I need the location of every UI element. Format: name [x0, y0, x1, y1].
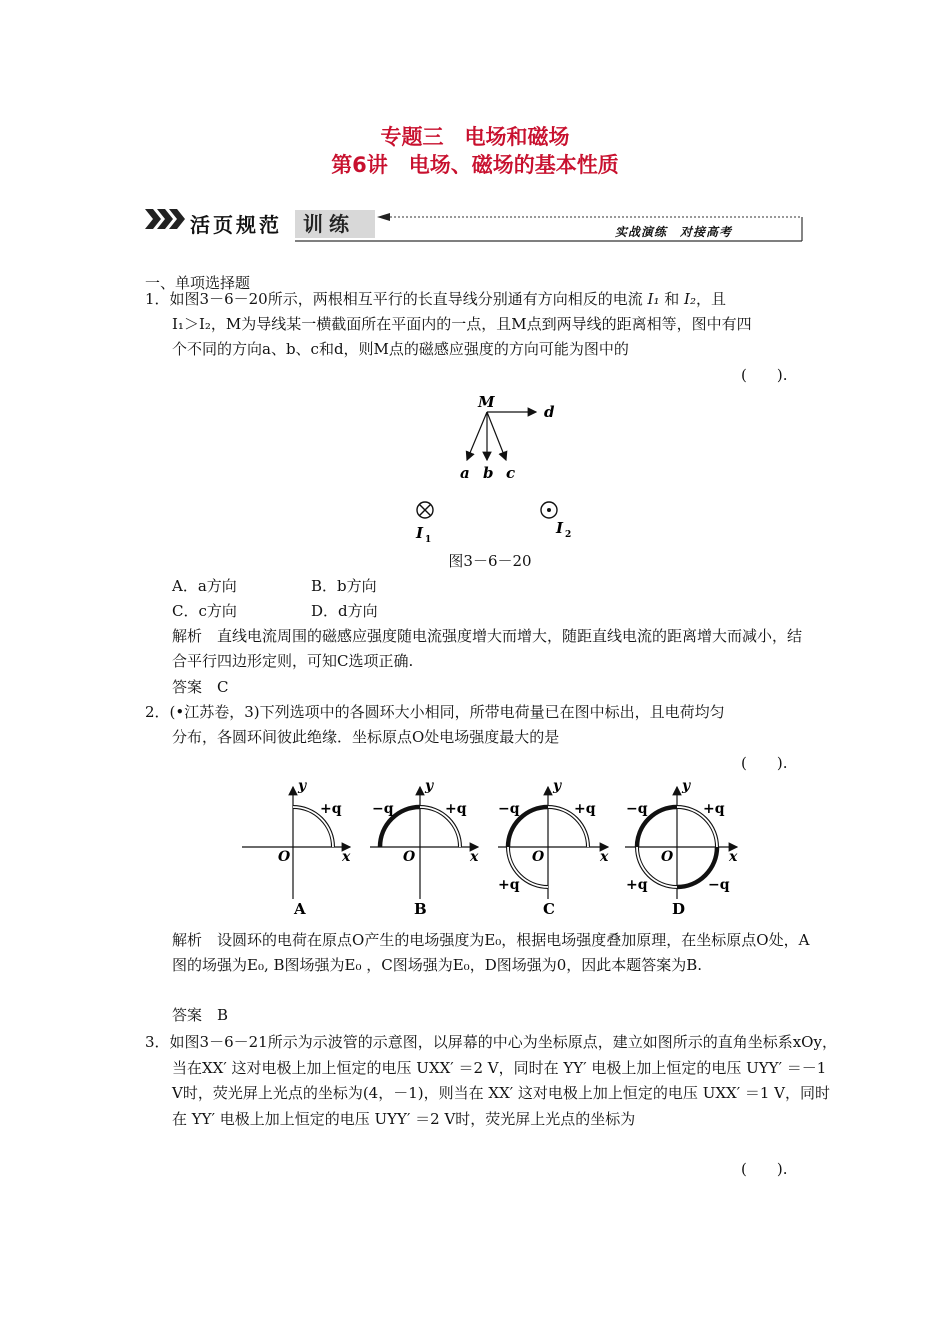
q1-current-i2: I₂: [684, 290, 696, 308]
svg-text:O: O: [532, 849, 545, 865]
q2-answer-label: 答案: [172, 1006, 203, 1024]
svg-text:y: y: [553, 778, 562, 794]
q2-answer-paren: ( ).: [741, 754, 788, 772]
q1-line1: [145, 287, 726, 311]
svg-text:O: O: [403, 849, 416, 865]
q1-answer-label: 答案: [172, 678, 203, 696]
exercise-banner: [145, 205, 805, 245]
q2-figure: [240, 777, 750, 922]
q2-line1: 2．(•江苏卷，3)下列选项中的各圆环大小相同，所带电荷量已在图中标出，且电荷均匀: [145, 703, 725, 721]
q1-analysis-label: 解析: [172, 627, 203, 645]
chevron-icon: [145, 209, 185, 229]
label-B: B: [414, 900, 427, 918]
q1-and: 和: [664, 290, 680, 308]
q1-option-a: A．a方向: [172, 577, 237, 595]
banner-slogan: 实战演练 对接高考: [615, 225, 733, 239]
label-d: d: [544, 403, 555, 421]
label-I1: I: [416, 524, 424, 542]
q1-answer: [172, 675, 229, 699]
q1-option-d: D．d方向: [311, 602, 378, 620]
label-A: A: [294, 900, 306, 918]
q1-figure-caption: 图3－6－20: [448, 552, 532, 570]
q2-line2: 分布，各圆环间彼此绝缘．坐标原点O处电场强度最大的是: [172, 728, 560, 746]
q1-line1-text: 1．如图3－6－20所示，两根相互平行的长直导线分别通有方向相反的电流: [145, 290, 643, 308]
current-out-of-page-icon: [541, 502, 557, 518]
q1-analysis: [172, 624, 812, 673]
svg-text:y: y: [298, 778, 307, 794]
q1-line2: I₁＞I₂，M为导线某一横截面所在平面内的一点，且M点到两导线的距离相等，图中有四: [172, 315, 752, 333]
q1-option-b: B．b方向: [311, 577, 377, 595]
label-I1-sub: 1: [425, 535, 432, 545]
svg-text:y: y: [425, 778, 434, 794]
page-title: 专题三 电场和磁场: [380, 125, 570, 149]
q2-answer: [172, 1003, 228, 1027]
q2-analysis: [172, 928, 812, 977]
svg-text:+q: +q: [626, 877, 648, 893]
svg-text:x: x: [342, 849, 351, 865]
svg-text:+q: +q: [445, 801, 467, 817]
svg-text:O: O: [661, 849, 674, 865]
banner-box-title: 训练: [303, 212, 355, 236]
label-C: C: [543, 900, 555, 918]
svg-text:x: x: [470, 849, 479, 865]
svg-text:+q: +q: [320, 801, 342, 817]
svg-text:+q: +q: [574, 801, 596, 817]
current-into-page-icon: [417, 502, 433, 518]
q1-option-c: C．c方向: [172, 602, 237, 620]
q1-qie: ，且: [696, 290, 727, 308]
label-b: b: [483, 464, 494, 482]
q2-analysis-label: 解析: [172, 931, 203, 949]
arrow-a: [467, 412, 487, 460]
label-D: D: [672, 900, 686, 918]
banner-title: 活页规范: [190, 213, 282, 237]
ring-panel-d: [625, 778, 738, 918]
ring-panel-a: [242, 778, 351, 918]
q2-analysis-text: 设圆环的电荷在原点O产生的电场强度为E₀，根据电场强度叠加原理，在坐标原点O处，A图的场强为E₀, B图场强为E₀ ，C图场强为E₀，D图场强为0，因此本题答案为B.: [172, 931, 810, 974]
q1-current-i1: I₁: [647, 290, 660, 308]
q3-text: 3．如图3－6－21所示为示波管的示意图，以屏幕的中心为坐标原点，建立如图所示的直角坐标系xOy，当在XX′ 这对电极上加上恒定的电压 UXX′ ＝2 V，同时在 YY′ 电极上加上恒定的电压 UYY′ ＝－1 V时，荧光屏上光点的坐标为(4，－1)，则当在 XX′ 这对电极上加上恒定的电压 UXX′ ＝1 V，同时在 YY′ 电极上加上恒定的电压 UYY′ ＝2 V时，荧光屏上光点的坐标为: [145, 1033, 837, 1128]
svg-text:−q: −q: [626, 801, 648, 817]
label-c: c: [506, 464, 516, 482]
svg-text:O: O: [278, 849, 291, 865]
svg-text:y: y: [682, 778, 691, 794]
q1-figure: [400, 385, 600, 550]
q2-answer-value: B: [217, 1006, 229, 1024]
ring-panel-b: [370, 778, 479, 918]
label-I2: I: [556, 519, 564, 537]
svg-text:+q: +q: [498, 877, 520, 893]
label-I2-sub: 2: [565, 530, 572, 540]
q3-answer-paren: ( ).: [741, 1160, 788, 1178]
q1-analysis-text: 直线电流周围的磁感应强度随电流强度增大而增大，随距直线电流的距离增大而减小，结合平行四边形定则，可知C选项正确.: [172, 627, 803, 670]
ring-panel-c: [498, 778, 609, 918]
label-a: a: [460, 464, 470, 482]
q1-answer-paren: ( ).: [741, 366, 788, 384]
q1-answer-value: C: [217, 678, 229, 696]
svg-text:−q: −q: [372, 801, 394, 817]
svg-text:−q: −q: [498, 801, 520, 817]
svg-text:+q: +q: [703, 801, 725, 817]
arrow-c: [487, 412, 506, 460]
page-subtitle: 第6讲 电场、磁场的基本性质: [331, 153, 619, 177]
svg-text:x: x: [729, 849, 738, 865]
svg-text:−q: −q: [708, 877, 730, 893]
q1-line3: 个不同的方向a、b、c和d，则M点的磁感应强度的方向可能为图中的: [172, 340, 629, 358]
svg-text:x: x: [600, 849, 609, 865]
section-heading: 一、单项选择题: [145, 274, 251, 292]
label-M: M: [478, 393, 495, 411]
